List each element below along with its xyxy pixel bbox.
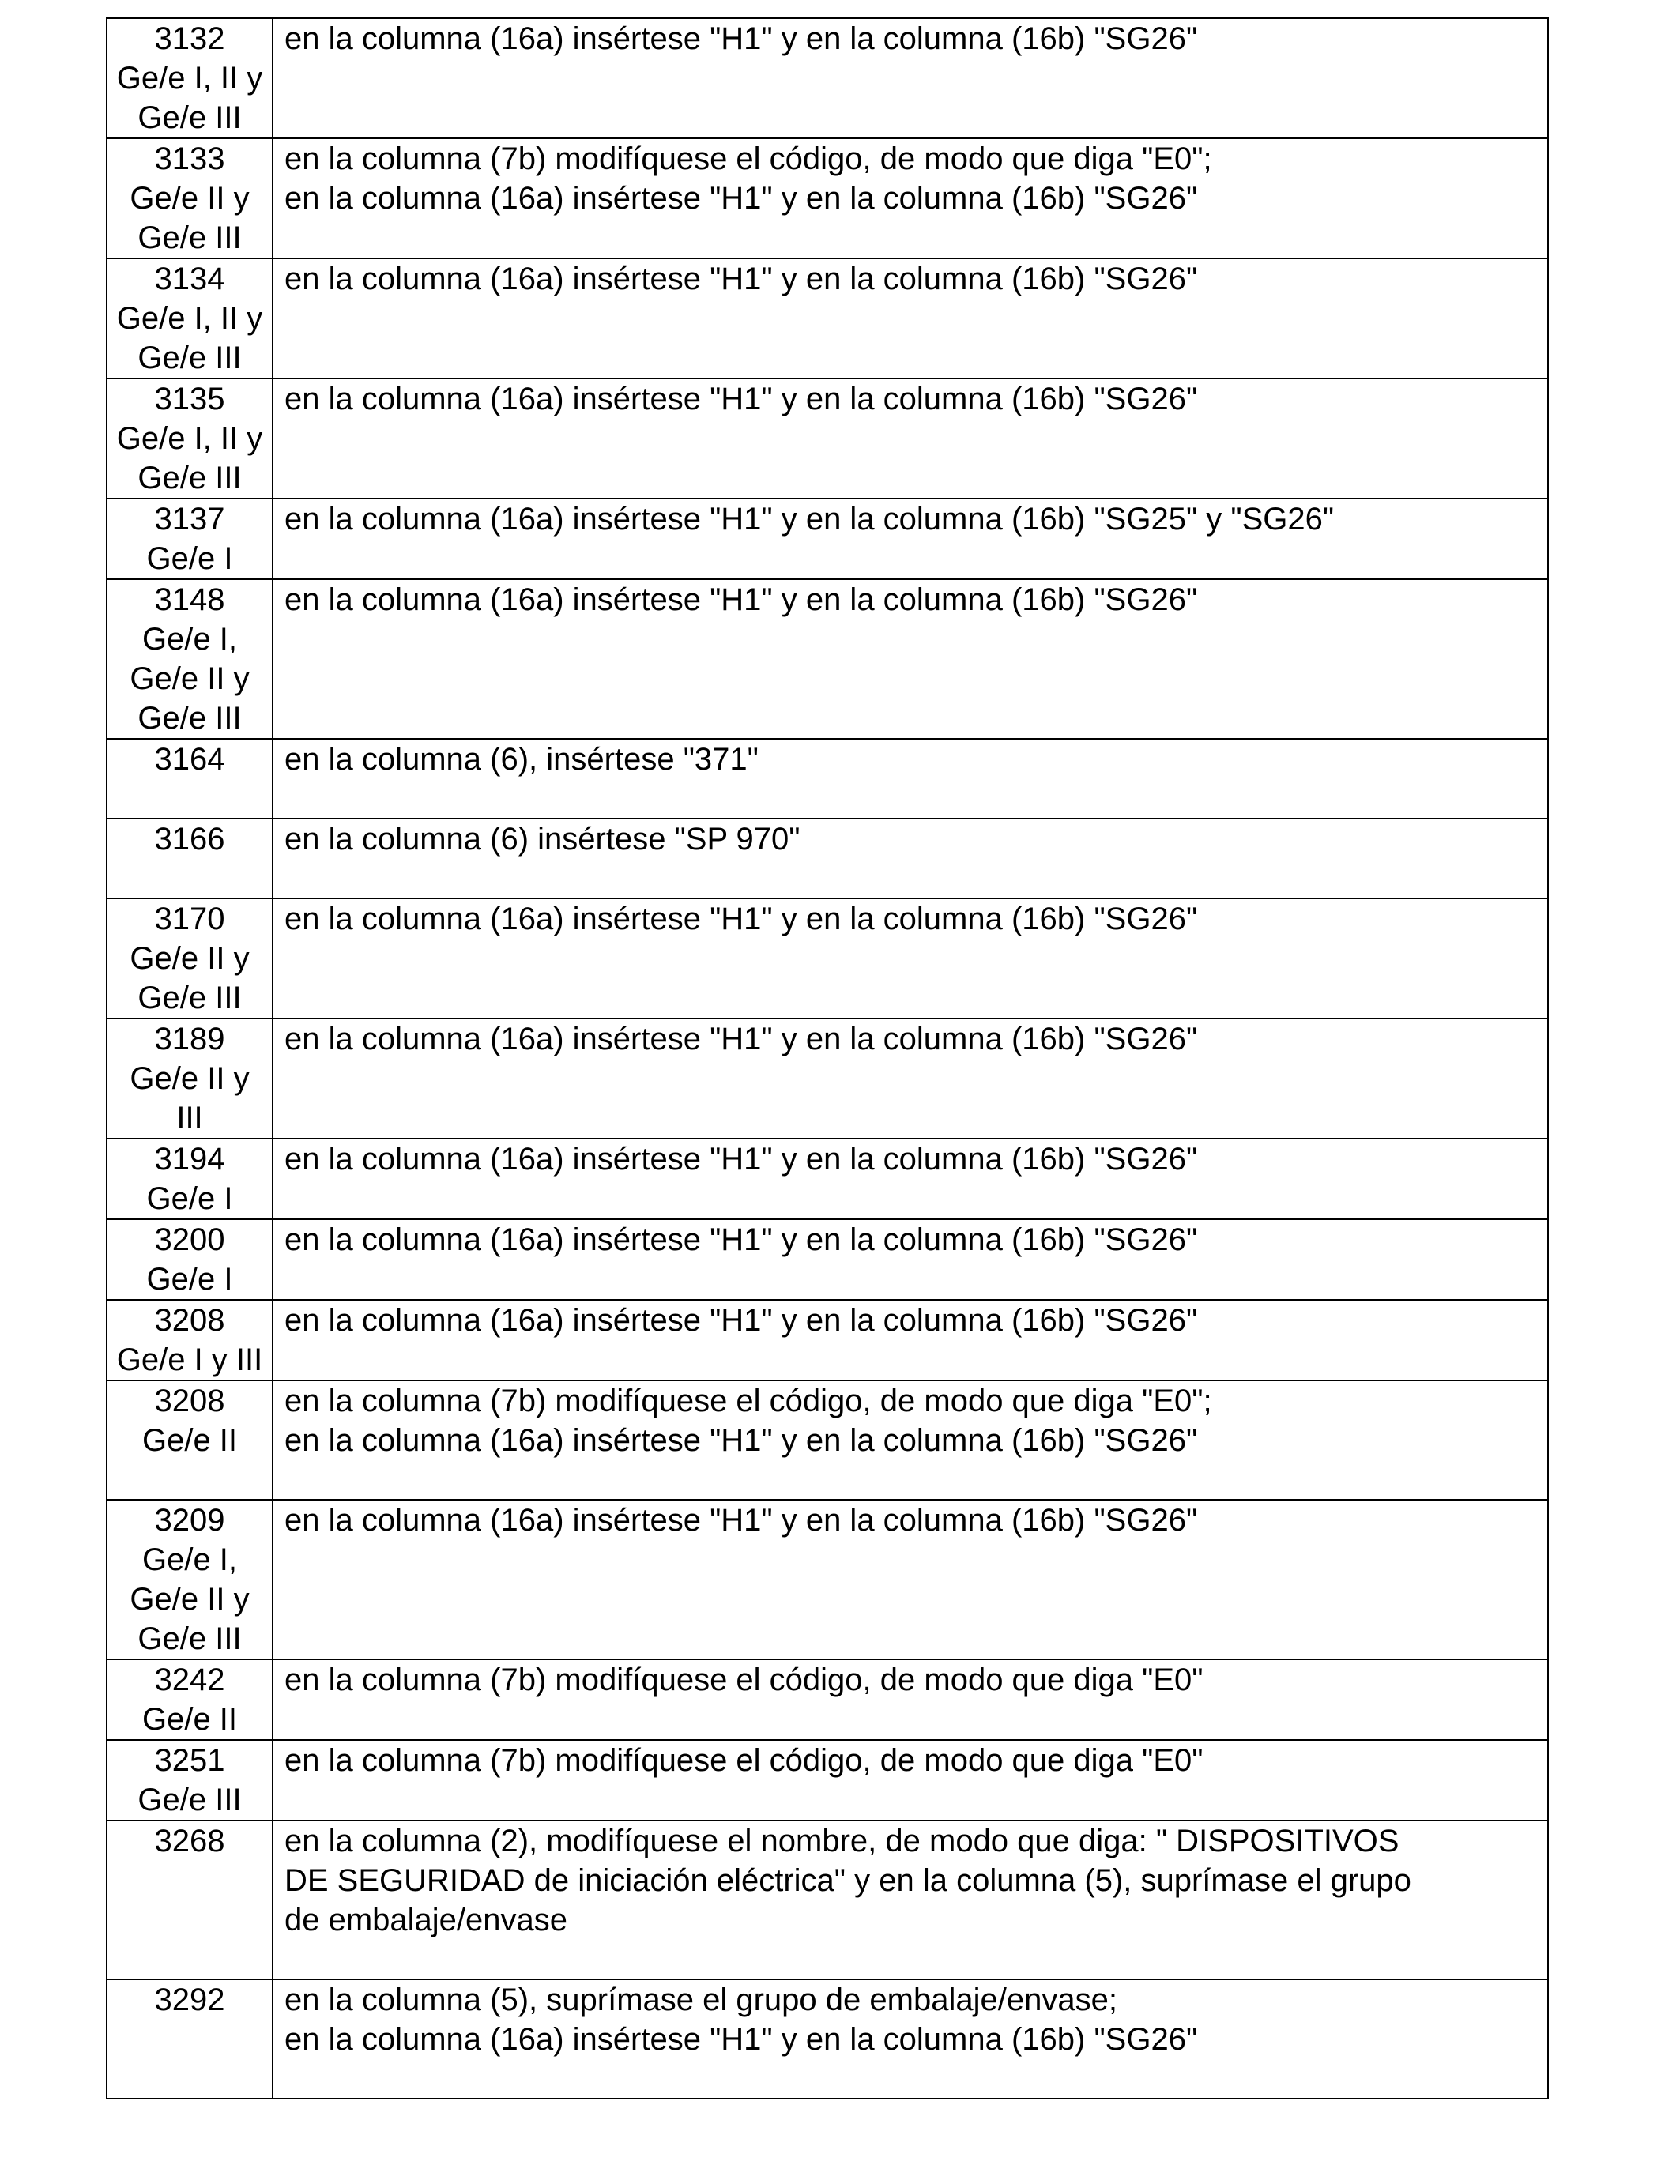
- amendment-text: en la columna (16a) insértese "H1" y en la columna (16b) "SG26": [273, 1300, 1548, 1380]
- group-label: Ge/e I y III: [116, 1342, 263, 1377]
- amendment-text: en la columna (16a) insértese "H1" y en la columna (16b) "SG26": [273, 18, 1548, 138]
- un-number-cell: [107, 819, 273, 898]
- group-label: Ge/e I, II y Ge/e III: [116, 61, 263, 135]
- amendment-text: en la columna (16a) insértese "H1" y en la columna (16b) "SG26": [273, 1019, 1548, 1139]
- table-row: [107, 898, 1548, 1019]
- group-label: Ge/e I: [146, 1262, 233, 1297]
- group-label: Ge/e II y III: [130, 1061, 250, 1135]
- table-row: [107, 1019, 1548, 1139]
- amendment-text: en la columna (5), suprímase el grupo de embalaje/envase; en la columna (16a) insértese "H1" y en la columna (16b) "SG26": [273, 1979, 1548, 2099]
- amendment-text: en la columna (16a) insértese "H1" y en la columna (16b) "SG25" y "SG26": [273, 499, 1548, 579]
- un-number-cell: [107, 378, 273, 499]
- un-number: 3208: [154, 1303, 225, 1338]
- un-number-cell: [107, 1019, 273, 1139]
- table-row: [107, 819, 1548, 898]
- group-label: Ge/e I, Ge/e II y Ge/e III: [130, 622, 250, 736]
- un-number-cell: [107, 1979, 273, 2099]
- un-number: 3208: [154, 1384, 225, 1418]
- un-number: 3164: [154, 742, 225, 777]
- un-number: 3189: [154, 1022, 225, 1056]
- table-row: [107, 1740, 1548, 1821]
- amendment-text: en la columna (16a) insértese "H1" y en la columna (16b) "SG26": [273, 1500, 1548, 1659]
- un-number: 3166: [154, 822, 225, 857]
- group-label: Ge/e I, II y Ge/e III: [116, 301, 263, 375]
- amendment-text: en la columna (16a) insértese "H1" y en la columna (16b) "SG26": [273, 378, 1548, 499]
- group-label: Ge/e II: [141, 1702, 238, 1737]
- un-number-cell: [107, 1500, 273, 1659]
- group-label: Ge/e II y Ge/e III: [130, 941, 250, 1015]
- amendment-text: en la columna (6), insértese "371": [273, 739, 1548, 819]
- un-number-cell: [107, 1659, 273, 1740]
- group-label: Ge/e I, II y Ge/e III: [116, 421, 263, 495]
- amendments-table-body: [107, 18, 1548, 2099]
- amendment-text: en la columna (16a) insértese "H1" y en la columna (16b) "SG26": [273, 898, 1548, 1019]
- un-number: 3209: [154, 1503, 225, 1538]
- group-label: Ge/e I, Ge/e II y Ge/e III: [130, 1542, 250, 1656]
- un-number: 3194: [154, 1142, 225, 1177]
- amendment-text: en la columna (7b) modifíquese el código, de modo que diga "E0"; en la columna (16a) insértese "H1" y en la columna (16b) "SG26": [273, 138, 1548, 258]
- table-row: [107, 258, 1548, 378]
- group-label: Ge/e I: [146, 541, 233, 576]
- un-number: 3251: [154, 1743, 225, 1778]
- un-number-cell: [107, 739, 273, 819]
- un-number: 3135: [154, 382, 225, 416]
- un-number-cell: [107, 1219, 273, 1300]
- amendment-text: en la columna (7b) modifíquese el código, de modo que diga "E0"; en la columna (16a) insértese "H1" y en la columna (16b) "SG26": [273, 1380, 1548, 1500]
- group-label: Ge/e II: [141, 1423, 238, 1458]
- un-number: 3133: [154, 141, 225, 176]
- table-row: [107, 1380, 1548, 1500]
- un-number-cell: [107, 1139, 273, 1219]
- un-number: 3137: [154, 502, 225, 537]
- amendment-text: en la columna (16a) insértese "H1" y en la columna (16b) "SG26": [273, 579, 1548, 739]
- un-number-cell: [107, 138, 273, 258]
- un-number-cell: [107, 258, 273, 378]
- un-number-cell: [107, 499, 273, 579]
- un-number: 3170: [154, 902, 225, 936]
- table-row: [107, 18, 1548, 138]
- un-number: 3148: [154, 582, 225, 617]
- table-row: [107, 1219, 1548, 1300]
- group-label: Ge/e II y Ge/e III: [130, 181, 250, 255]
- un-number-cell: [107, 898, 273, 1019]
- table-row: [107, 1979, 1548, 2099]
- group-label: Ge/e III: [137, 1783, 242, 1817]
- un-number: 3132: [154, 21, 225, 56]
- un-number-cell: [107, 579, 273, 739]
- table-row: [107, 499, 1548, 579]
- amendment-text: en la columna (16a) insértese "H1" y en la columna (16b) "SG26": [273, 1219, 1548, 1300]
- un-number: 3292: [154, 1983, 225, 2017]
- amendment-text: en la columna (2), modifíquese el nombre, de modo que diga: " DISPOSITIVOS DE SEGURIDAD de iniciación eléctrica" y en la columna (5), suprímase el grupo de embalaje/envase: [273, 1821, 1548, 1979]
- table-row: [107, 1139, 1548, 1219]
- un-number-cell: [107, 18, 273, 138]
- un-number: 3242: [154, 1662, 225, 1697]
- un-number: 3268: [154, 1824, 225, 1858]
- amendment-text: en la columna (7b) modifíquese el código, de modo que diga "E0": [273, 1659, 1548, 1740]
- table-row: [107, 739, 1548, 819]
- table-row: [107, 1821, 1548, 1979]
- un-number-cell: [107, 1821, 273, 1979]
- amendment-text: en la columna (16a) insértese "H1" y en la columna (16b) "SG26": [273, 1139, 1548, 1219]
- table-row: [107, 579, 1548, 739]
- un-number-cell: [107, 1300, 273, 1380]
- table-row: [107, 138, 1548, 258]
- un-number: 3134: [154, 262, 225, 296]
- un-number-cell: [107, 1740, 273, 1821]
- table-row: [107, 378, 1548, 499]
- group-label: Ge/e I: [146, 1181, 233, 1216]
- table-row: [107, 1500, 1548, 1659]
- table-row: [107, 1659, 1548, 1740]
- amendments-table: [106, 17, 1549, 2099]
- amendment-text: en la columna (6) insértese "SP 970": [273, 819, 1548, 898]
- amendment-text: en la columna (16a) insértese "H1" y en la columna (16b) "SG26": [273, 258, 1548, 378]
- un-number-cell: [107, 1380, 273, 1500]
- un-number: 3200: [154, 1222, 225, 1257]
- table-row: [107, 1300, 1548, 1380]
- amendment-text: en la columna (7b) modifíquese el código, de modo que diga "E0": [273, 1740, 1548, 1821]
